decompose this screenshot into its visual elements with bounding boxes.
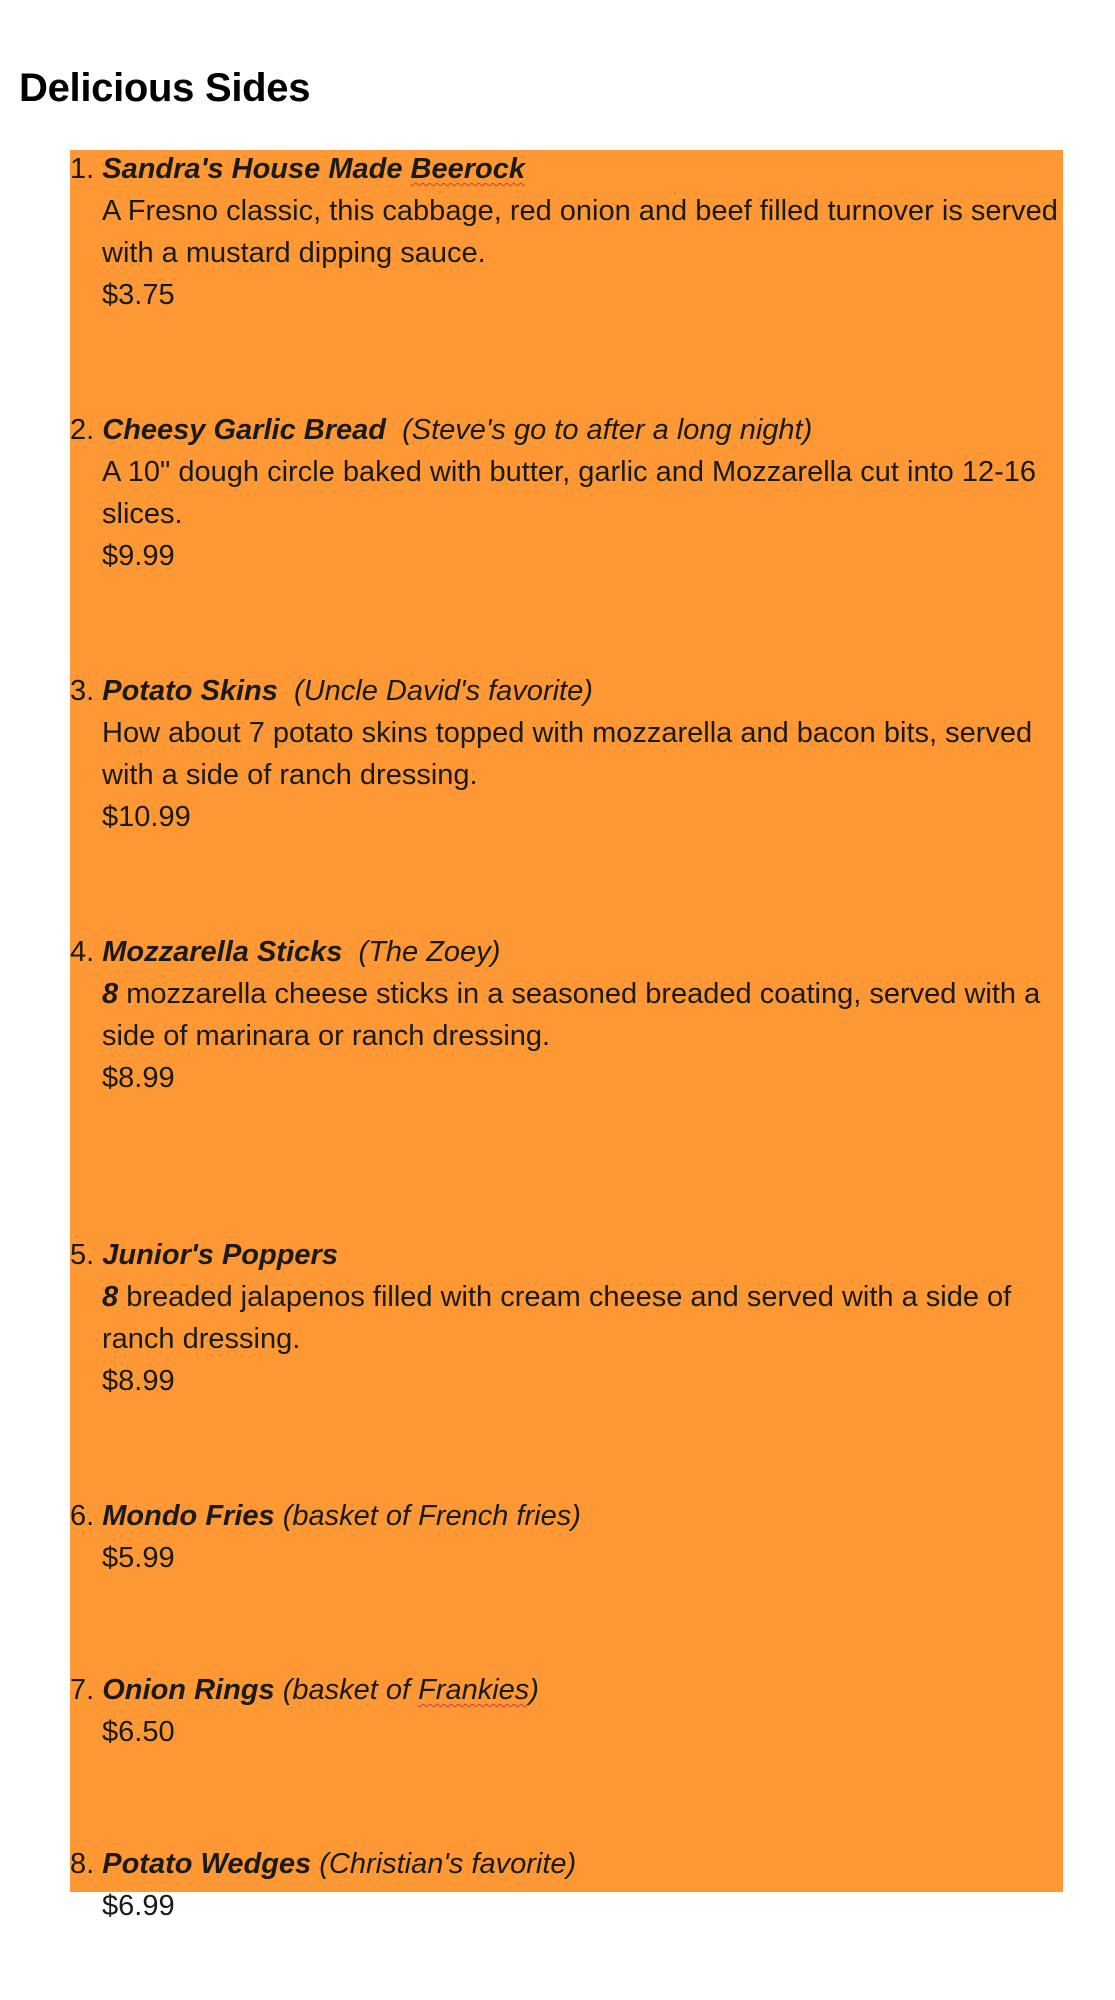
item-note: (Christian's favorite)	[319, 1848, 577, 1880]
item-number: 1.	[70, 153, 95, 185]
item-description	[102, 1276, 1059, 1360]
item-note	[283, 1674, 539, 1706]
item-number: 6.	[70, 1500, 95, 1532]
item-number: 8.	[70, 1848, 95, 1880]
item-number: 4.	[70, 936, 95, 968]
menu-item-7	[70, 1669, 1063, 1753]
item-description-text: mozzarella cheese sticks in a seasoned breaded coating, served with a side of marinara or ranch dressing.	[102, 978, 1041, 1052]
item-price: $9.99	[102, 540, 175, 572]
item-description: How about 7 potato skins topped with mozzarella and bacon bits, served with a side of ranch dressing.	[102, 717, 1033, 791]
item-note: (The Zoey)	[358, 936, 501, 968]
item-price: $8.99	[102, 1062, 175, 1094]
item-number: 3.	[70, 675, 95, 707]
item-note: (Uncle David's favorite)	[294, 675, 593, 707]
item-number: 7.	[70, 1674, 95, 1706]
item-number: 2.	[70, 414, 95, 446]
item-heading	[70, 670, 1063, 712]
item-note-misspelled-word: Frankies	[418, 1674, 530, 1706]
item-price: $10.99	[102, 801, 191, 833]
menu-item-5	[70, 1234, 1063, 1402]
menu-item-3	[70, 670, 1063, 838]
item-note: (Steve's go to after a long night)	[402, 414, 813, 446]
item-heading	[70, 1234, 1063, 1276]
page-title: Delicious Sides	[19, 66, 311, 110]
item-price: $6.99	[102, 1890, 175, 1922]
item-description-text: breaded jalapenos filled with cream cheese and served with a side of ranch dressing.	[102, 1281, 1012, 1355]
item-number: 5.	[70, 1239, 95, 1271]
item-name: Potato Skins	[102, 675, 278, 707]
item-name: Mozzarella Sticks	[102, 936, 343, 968]
item-note-text: (basket of	[282, 1674, 419, 1706]
item-heading	[70, 1843, 1063, 1885]
item-name-misspelled-word: Beerock	[410, 153, 525, 185]
item-name-text: Sandra's House Made	[102, 153, 411, 185]
item-heading	[70, 409, 1063, 451]
item-price: $6.50	[102, 1716, 175, 1748]
item-heading	[70, 1495, 1063, 1537]
item-price: $3.75	[102, 279, 175, 311]
menu-item-8	[70, 1843, 1063, 1927]
item-note-text-end: )	[529, 1674, 539, 1706]
menu-item-6	[70, 1495, 1063, 1579]
item-description: A 10" dough circle baked with butter, garlic and Mozzarella cut into 12-16 slices.	[102, 456, 1037, 530]
item-price: $5.99	[102, 1542, 175, 1574]
item-name: Onion Rings	[102, 1674, 275, 1706]
item-price: $8.99	[102, 1365, 175, 1397]
item-heading	[70, 931, 1063, 973]
item-description: A Fresno classic, this cabbage, red onion and beef filled turnover is served with a mustard dipping sauce.	[102, 195, 1058, 269]
item-note: (basket of French fries)	[282, 1500, 581, 1532]
menu-item-2	[70, 409, 1063, 577]
item-quantity: 8	[102, 1281, 119, 1313]
item-description	[102, 973, 1059, 1057]
item-name	[102, 153, 525, 185]
menu-item-1	[70, 148, 1063, 316]
item-name: Potato Wedges	[102, 1848, 312, 1880]
item-name: Junior's Poppers	[102, 1239, 338, 1271]
item-name: Mondo Fries	[102, 1500, 275, 1532]
item-heading	[70, 148, 1063, 190]
menu-item-4	[70, 931, 1063, 1099]
item-heading	[70, 1669, 1063, 1711]
item-quantity: 8	[102, 978, 119, 1010]
item-name: Cheesy Garlic Bread	[102, 414, 386, 446]
